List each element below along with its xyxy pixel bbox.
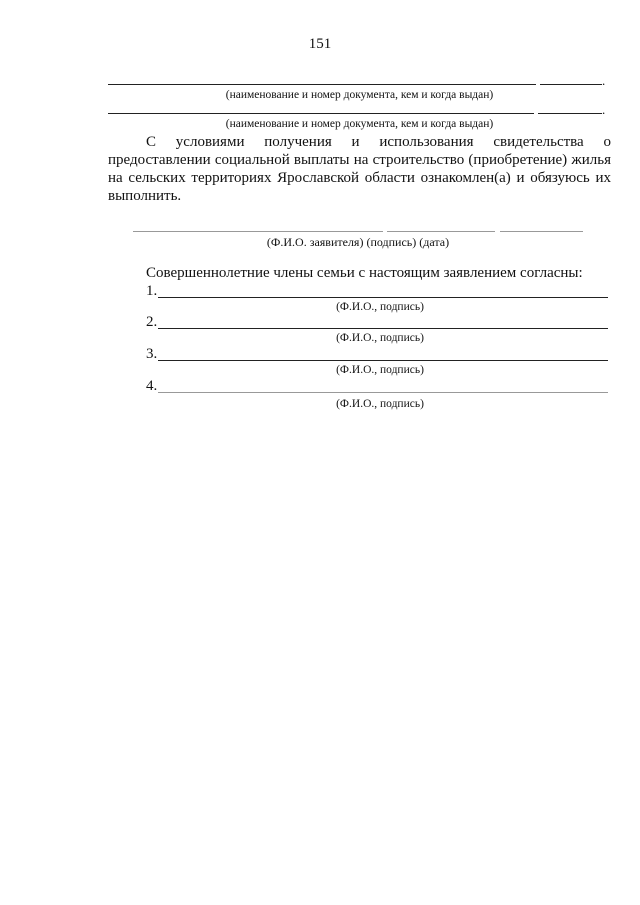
member-caption: (Ф.И.О., подпись): [336, 398, 424, 410]
member-caption: (Ф.И.О., подпись): [336, 301, 424, 313]
row-number: 3.: [146, 346, 158, 362]
agreement-line: предоставлении социальной выплаты на строительство (приобретение) жилья: [108, 152, 611, 168]
agreement-paragraph: [108, 133, 611, 205]
agreement-line: выполнить.: [108, 188, 182, 204]
document-name-line: [108, 84, 536, 85]
document-extra-line: [538, 113, 602, 114]
date-line: [500, 231, 583, 232]
member-line: [158, 392, 608, 393]
member-caption: (Ф.И.О., подпись): [336, 332, 424, 344]
document-field-caption: (наименование и номер документа, кем и когда выдан): [225, 89, 494, 101]
document-extra-line: [540, 84, 602, 85]
family-heading: Совершеннолетние члены семьи с настоящим заявлением согласны:: [146, 265, 583, 281]
member-caption: (Ф.И.О., подпись): [336, 364, 424, 376]
applicant-name-line: [133, 231, 383, 232]
signature-line: [387, 231, 495, 232]
member-line: [158, 328, 608, 329]
row-number: 4.: [146, 378, 158, 394]
page-number: 151: [308, 36, 332, 52]
field-end-dot: .: [602, 102, 606, 117]
agreement-line: на сельских территориях Ярославской области ознакомлен(а) и обязуюсь их: [108, 170, 611, 186]
row-number: 1.: [146, 283, 158, 299]
member-line: [158, 360, 608, 361]
row-number: 2.: [146, 314, 158, 330]
member-line: [158, 297, 608, 298]
applicant-signature-caption: (Ф.И.О. заявителя) (подпись) (дата): [266, 235, 450, 249]
field-end-dot: .: [602, 73, 606, 88]
document-field-caption: (наименование и номер документа, кем и когда выдан): [225, 118, 494, 130]
agreement-line: С условиями получения и использования свидетельства о: [146, 134, 611, 150]
document-name-line: [108, 113, 534, 114]
